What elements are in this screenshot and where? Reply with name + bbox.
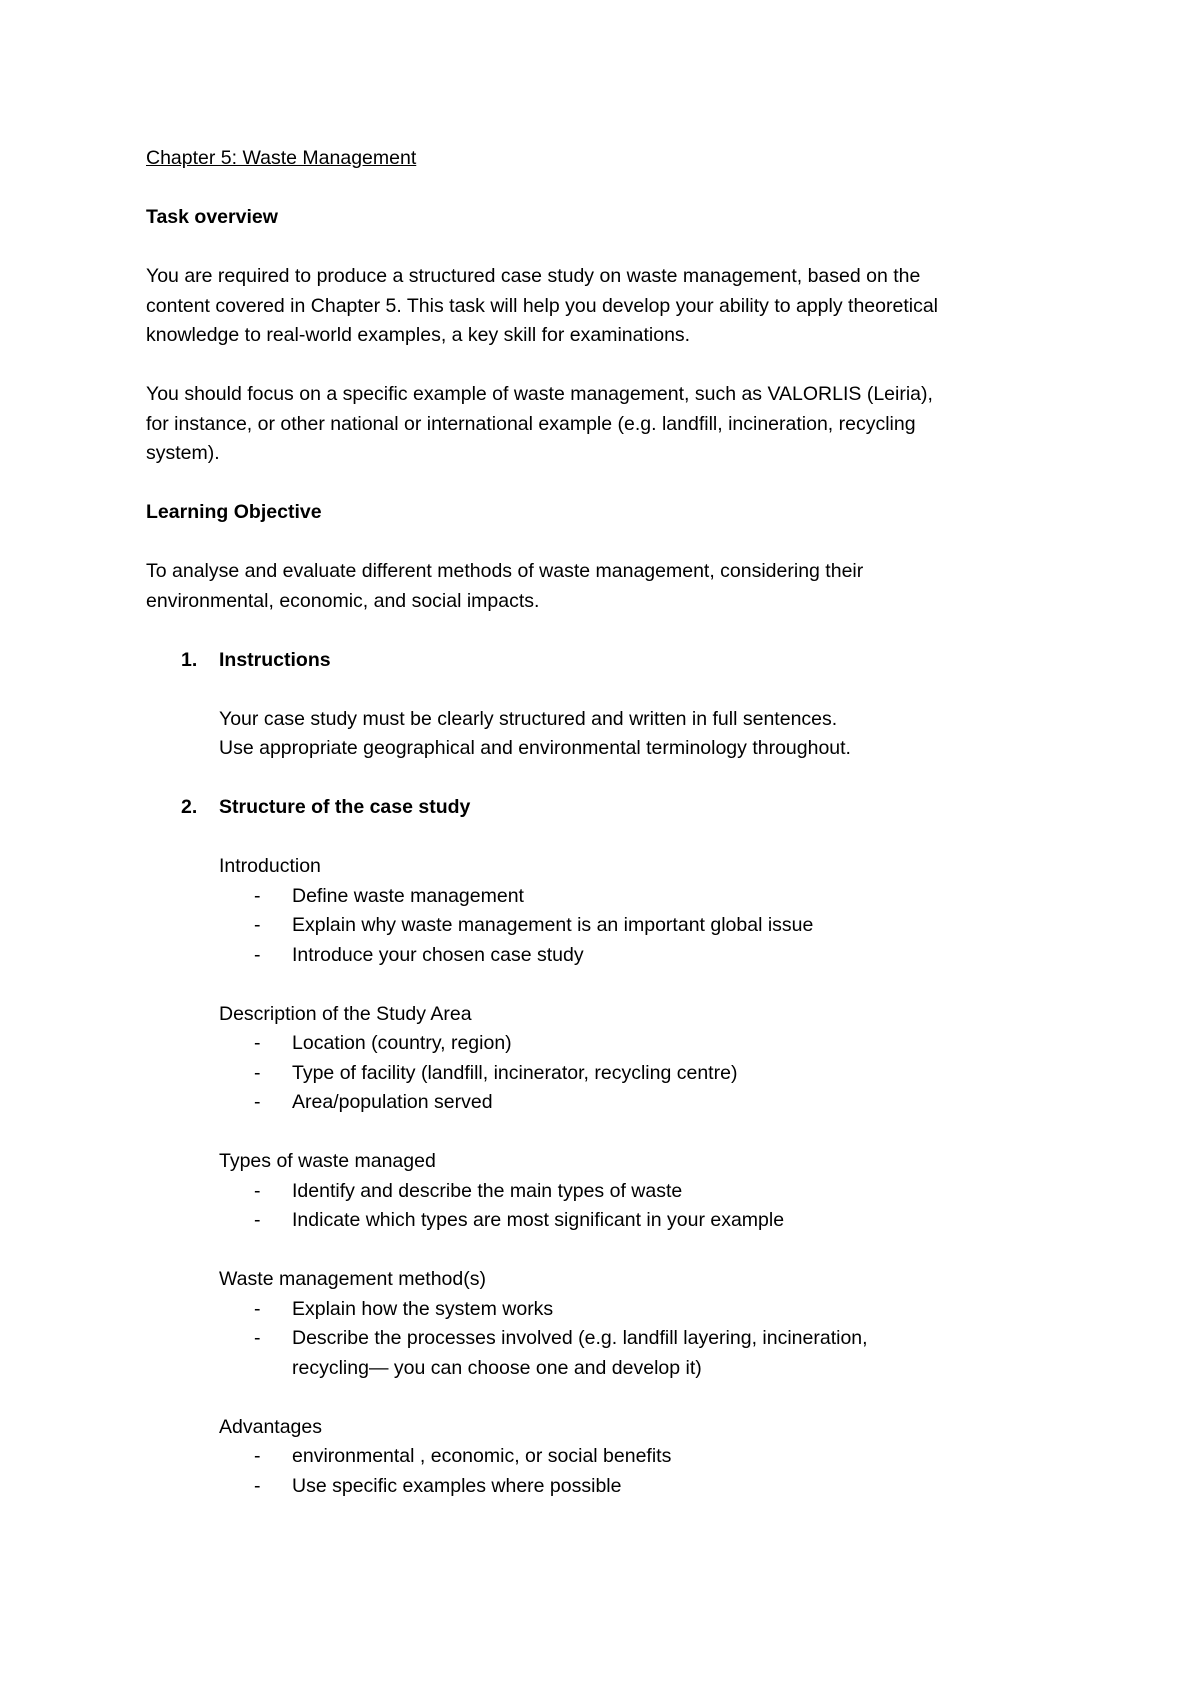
section-title: Advantages — [219, 1415, 322, 1438]
bullet-dash: - — [254, 1209, 261, 1231]
spacer — [146, 823, 1086, 853]
spacer — [146, 174, 1086, 204]
paragraph-line: To analyse and evaluate different methods of waste management, considering their — [146, 560, 864, 582]
spacer — [146, 469, 1086, 499]
bullet-text: Use specific examples where possible — [292, 1474, 622, 1497]
bullet-dash: - — [254, 943, 261, 966]
bullet-item — [146, 1295, 1086, 1325]
bullet-dash: - — [254, 914, 261, 936]
bullet-item — [146, 1206, 1086, 1236]
spacer — [146, 528, 1086, 558]
instructions-line: Your case study must be clearly structured and written in full sentences. — [219, 707, 838, 730]
spacer — [146, 1118, 1086, 1148]
bullet-text: Explain why waste management is an important global issue — [292, 914, 814, 936]
structure-section — [146, 1413, 1086, 1502]
section-title: Waste management method(s) — [219, 1268, 486, 1290]
bullet-continuation: recycling— you can choose one and develop it) — [292, 1356, 702, 1379]
learning-objective-heading: Learning Objective — [146, 501, 322, 523]
bullet-item — [146, 1029, 1086, 1059]
task-overview-heading: Task overview — [146, 206, 278, 228]
bullet-dash: - — [254, 1327, 261, 1349]
instructions-heading-text: Instructions — [219, 648, 331, 671]
bullet-dash: - — [254, 1061, 261, 1084]
bullet-item — [146, 1177, 1086, 1207]
bullet-text: Explain how the system works — [292, 1297, 554, 1320]
section-title: Description of the Study Area — [219, 1002, 472, 1025]
bullet-item — [146, 1324, 1086, 1354]
bullet-text: Define waste management — [292, 884, 524, 907]
bullet-item — [146, 941, 1086, 971]
spacer — [146, 616, 1086, 646]
paragraph-line: You should focus on a specific example of waste management, such as VALORLIS (Leiria), — [146, 383, 933, 405]
instructions-line: Use appropriate geographical and environmental terminology throughout. — [219, 737, 851, 759]
list-number: 1. — [181, 648, 198, 671]
bullet-item — [146, 882, 1086, 912]
bullet-text: environmental , economic, or social benefits — [292, 1445, 672, 1467]
bullet-item — [146, 1442, 1086, 1472]
section-title: Types of waste managed — [219, 1150, 436, 1172]
spacer — [146, 351, 1086, 381]
bullet-item — [146, 911, 1086, 941]
learning-objective-paragraph — [146, 557, 1086, 616]
structure-section — [146, 852, 1086, 970]
bullet-dash: - — [254, 1474, 261, 1497]
document-page — [146, 144, 1086, 1501]
bullet-text: Type of facility (landfill, incinerator, recycling centre) — [292, 1061, 738, 1084]
paragraph-line: content covered in Chapter 5. This task will help you develop your ability to apply theoretical — [146, 294, 938, 317]
spacer — [146, 233, 1086, 263]
section-title: Introduction — [219, 855, 321, 877]
bullet-item — [146, 1059, 1086, 1089]
paragraph-line: knowledge to real-world examples, a key skill for examinations. — [146, 324, 691, 346]
structure-section — [146, 1000, 1086, 1118]
bullet-dash: - — [254, 1297, 261, 1320]
bullet-item — [146, 1472, 1086, 1502]
instructions-heading — [146, 646, 1086, 676]
bullet-text: Introduce your chosen case study — [292, 943, 584, 966]
structure-heading — [146, 793, 1086, 823]
bullet-item — [146, 1088, 1086, 1118]
bullet-dash: - — [254, 1091, 261, 1113]
task-overview-paragraph-1 — [146, 262, 1086, 351]
bullet-text: Indicate which types are most significant in your example — [292, 1209, 785, 1231]
structure-section — [146, 1147, 1086, 1236]
task-overview-paragraph-2 — [146, 380, 1086, 469]
bullet-text: Area/population served — [292, 1091, 493, 1113]
structure-heading-text: Structure of the case study — [219, 796, 471, 818]
page-title: Chapter 5: Waste Management — [146, 147, 417, 169]
spacer — [146, 970, 1086, 1000]
paragraph-line: You are required to produce a structured case study on waste management, based on the — [146, 265, 921, 287]
bullet-dash: - — [254, 1179, 261, 1202]
spacer — [146, 675, 1086, 705]
paragraph-line: system). — [146, 442, 220, 464]
paragraph-line: for instance, or other national or international example (e.g. landfill, incineration, recycling — [146, 412, 916, 435]
list-number: 2. — [181, 796, 198, 818]
bullet-dash: - — [254, 1445, 261, 1467]
spacer — [146, 764, 1086, 794]
bullet-text: Describe the processes involved (e.g. landfill layering, incineration, — [292, 1327, 868, 1349]
bullet-dash: - — [254, 884, 261, 907]
spacer — [146, 1236, 1086, 1266]
bullet-text: Location (country, region) — [292, 1032, 512, 1054]
bullet-text: Identify and describe the main types of waste — [292, 1179, 683, 1202]
structure-section — [146, 1265, 1086, 1383]
paragraph-line: environmental, economic, and social impacts. — [146, 589, 540, 612]
spacer — [146, 1383, 1086, 1413]
bullet-dash: - — [254, 1032, 261, 1054]
structure-sections — [146, 852, 1086, 1501]
